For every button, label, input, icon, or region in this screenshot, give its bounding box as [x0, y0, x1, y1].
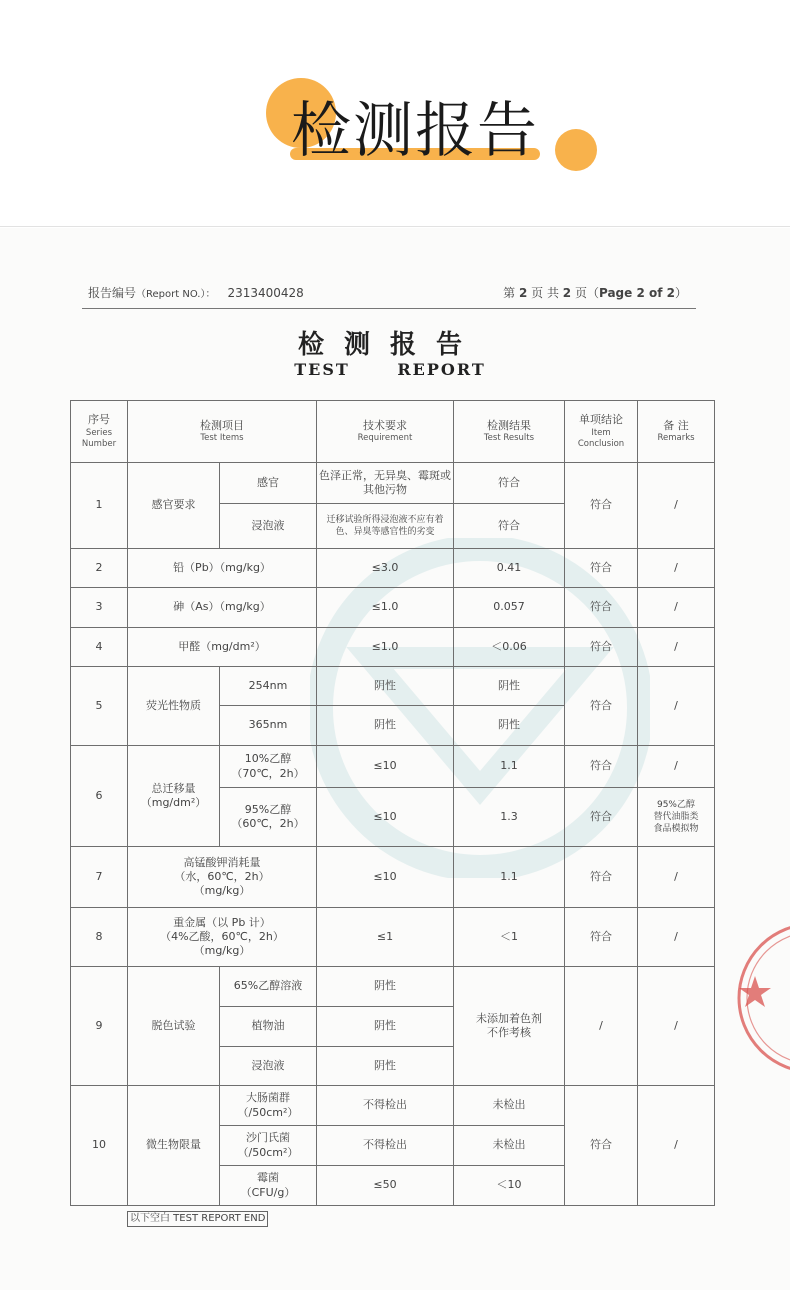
banner-title: 检测报告 — [291, 96, 539, 166]
table-cell: 1 — [71, 463, 128, 549]
table-cell: ≤1.0 — [317, 588, 454, 628]
table-cell: 10 — [71, 1086, 128, 1206]
table-cell: ≤10 — [317, 746, 454, 788]
table-cell: 254nm — [220, 667, 317, 706]
table-cell: 符合 — [565, 549, 638, 588]
table-cell: ≤10 — [317, 788, 454, 847]
table-row — [71, 667, 715, 706]
table-cell: 0.41 — [454, 549, 565, 588]
document-title: 检测报告 — [297, 330, 482, 360]
table-cell: 未添加着色剂 不作考核 — [454, 967, 565, 1086]
table-cell: 7 — [71, 847, 128, 908]
table-row — [71, 588, 715, 628]
table-cell: 10%乙醇 （70℃，2h） — [220, 746, 317, 788]
table-cell: 浸泡液 — [220, 1047, 317, 1086]
table-cell: 不得检出 — [317, 1126, 454, 1166]
page-banner — [0, 0, 790, 225]
table-cell: 符合 — [454, 463, 565, 504]
table-cell: 365nm — [220, 706, 317, 746]
table-cell: / — [638, 628, 715, 667]
table-cell: 甲醛（mg/dm²） — [128, 628, 317, 667]
table-cell: 符合 — [565, 746, 638, 788]
table-cell: ≤3.0 — [317, 549, 454, 588]
table-cell: 色泽正常，无异臭、霉斑或其他污物 — [317, 463, 454, 504]
table-header-row — [71, 401, 715, 463]
header-rule — [82, 308, 696, 309]
table-cell: 5 — [71, 667, 128, 746]
table-cell: 砷（As）（mg/kg） — [128, 588, 317, 628]
table-cell: 4 — [71, 628, 128, 667]
results-table — [70, 400, 715, 1206]
report-end-note: 以下空白 TEST REPORT END — [127, 1211, 268, 1227]
table-cell: 阴性 — [317, 667, 454, 706]
table-row — [71, 1086, 715, 1126]
document-subtitle: TEST REPORT — [294, 360, 486, 379]
table-cell: 符合 — [565, 628, 638, 667]
table-cell: 微生物限量 — [128, 1086, 220, 1206]
table-cell: ≤1.0 — [317, 628, 454, 667]
table-cell: / — [565, 967, 638, 1086]
table-cell: 2 — [71, 549, 128, 588]
header-requirement: 技术要求 Requirement — [317, 401, 454, 463]
decor-circle-small — [555, 129, 597, 171]
table-cell: 符合 — [454, 504, 565, 549]
page-indicator: 第 2 页 共 2 页（Page 2 of 2） — [503, 286, 687, 300]
table-cell: 符合 — [565, 463, 638, 549]
table-cell: 符合 — [565, 847, 638, 908]
table-cell: 铅（Pb）（mg/kg） — [128, 549, 317, 588]
table-row — [71, 967, 715, 1007]
table-cell: 未检出 — [454, 1086, 565, 1126]
table-cell: 未检出 — [454, 1126, 565, 1166]
table-cell: 符合 — [565, 1086, 638, 1206]
table-cell: 0.057 — [454, 588, 565, 628]
table-cell: 感官 — [220, 463, 317, 504]
report-number-value: 2313400428 — [227, 286, 304, 300]
table-cell: 1.1 — [454, 847, 565, 908]
remark-note: 95%乙醇 替代油脂类 食品模拟物 — [638, 788, 715, 847]
table-cell: / — [638, 549, 715, 588]
table-cell: 阴性 — [317, 706, 454, 746]
table-cell: 脱色试验 — [128, 967, 220, 1086]
table-row — [71, 746, 715, 788]
table-cell: 3 — [71, 588, 128, 628]
table-cell: 符合 — [565, 588, 638, 628]
table-cell: 符合 — [565, 788, 638, 847]
table-row — [71, 847, 715, 908]
table-cell: / — [638, 463, 715, 549]
table-cell: ≤50 — [317, 1166, 454, 1206]
table-cell: 浸泡液 — [220, 504, 317, 549]
table-row — [71, 549, 715, 588]
table-cell: 1.3 — [454, 788, 565, 847]
table-cell: 95%乙醇 （60℃，2h） — [220, 788, 317, 847]
table-cell: 符合 — [565, 667, 638, 746]
divider — [0, 226, 790, 227]
table-cell: 重金属（以 Pb 计） （4%乙酸，60℃，2h） （mg/kg） — [128, 908, 317, 967]
table-cell: / — [638, 1086, 715, 1206]
table-cell: 1.1 — [454, 746, 565, 788]
table-cell: / — [638, 746, 715, 788]
table-cell: 大肠菌群 （/50cm²） — [220, 1086, 317, 1126]
table-cell: 8 — [71, 908, 128, 967]
table-row — [71, 463, 715, 504]
header-no: 序号 Series Number — [71, 401, 128, 463]
table-cell: / — [638, 588, 715, 628]
header-conclusion: 单项结论 Item Conclusion — [565, 401, 638, 463]
table-cell: ≤10 — [317, 847, 454, 908]
red-seal-stamp-icon — [733, 918, 790, 1078]
table-cell: 沙门氏菌 （/50cm²） — [220, 1126, 317, 1166]
table-cell: / — [638, 667, 715, 746]
table-cell: 迁移试验所得浸泡液不应有着色、异臭等感官性的劣变 — [317, 504, 454, 549]
table-cell: / — [638, 908, 715, 967]
table-cell: ＜10 — [454, 1166, 565, 1206]
report-document — [0, 228, 790, 1290]
table-cell: 阴性 — [317, 967, 454, 1007]
header-item: 检测项目 Test Items — [128, 401, 317, 463]
table-cell: / — [638, 967, 715, 1086]
table-cell: 不得检出 — [317, 1086, 454, 1126]
header-result: 检测结果 Test Results — [454, 401, 565, 463]
table-cell: 霉菌 （CFU/g） — [220, 1166, 317, 1206]
table-cell: ≤1 — [317, 908, 454, 967]
table-cell: 符合 — [565, 908, 638, 967]
table-cell: 阴性 — [317, 1047, 454, 1086]
table-cell: 阴性 — [317, 1007, 454, 1047]
header-remarks: 备 注 Remarks — [638, 401, 715, 463]
table-cell: ＜0.06 — [454, 628, 565, 667]
table-cell: 高锰酸钾消耗量 （水，60℃，2h） （mg/kg） — [128, 847, 317, 908]
table-cell: 6 — [71, 746, 128, 847]
table-cell: 阴性 — [454, 667, 565, 706]
table-row — [71, 628, 715, 667]
table-cell: 总迁移量 （mg/dm²） — [128, 746, 220, 847]
table-cell: 65%乙醇溶液 — [220, 967, 317, 1007]
report-number: 报告编号（Report NO.）： 2313400428 — [88, 286, 304, 300]
table-cell: ＜1 — [454, 908, 565, 967]
table-cell: 9 — [71, 967, 128, 1086]
table-cell: / — [638, 847, 715, 908]
table-cell: 感官要求 — [128, 463, 220, 549]
table-cell: 荧光性物质 — [128, 667, 220, 746]
table-row — [71, 908, 715, 967]
table-cell: 阴性 — [454, 706, 565, 746]
table-cell: 植物油 — [220, 1007, 317, 1047]
